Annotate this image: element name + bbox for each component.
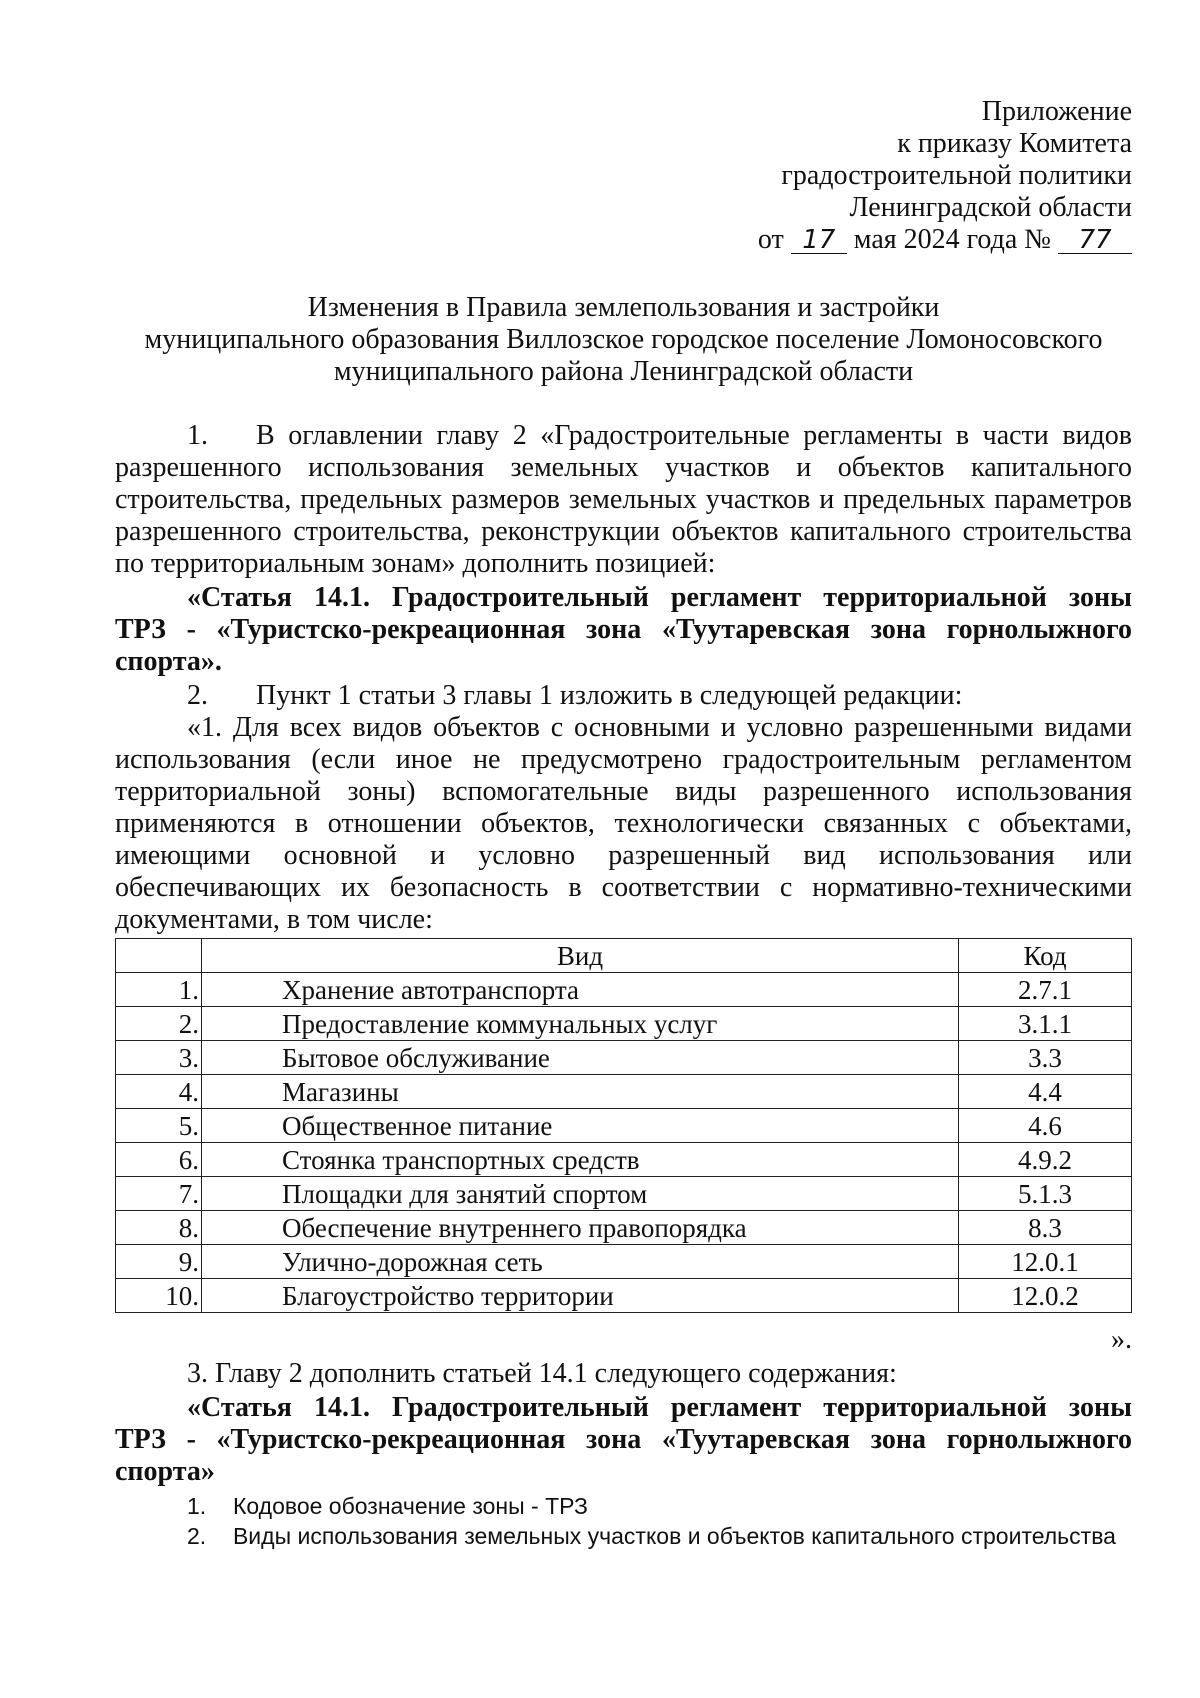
section3-item-text: Кодовое обозначение зоны - ТРЗ xyxy=(232,1493,588,1519)
row-kod: 2.7.1 xyxy=(959,973,1132,1007)
row-num: 3. xyxy=(116,1041,202,1075)
section2-quote-line: территориальной зоны) вспомогательные виды разрешенного использования xyxy=(115,776,1132,807)
date-middle: мая 2024 года № xyxy=(853,224,1051,255)
row-vid: Общественное питание xyxy=(202,1109,959,1143)
header-vid-cell: Вид xyxy=(202,939,959,973)
row-num: 10. xyxy=(116,1279,202,1313)
section2-first-line: Пункт 1 статьи 3 главы 1 изложить в следующей редакции: xyxy=(256,680,963,711)
header-line-2: к приказу Комитета xyxy=(897,128,1132,159)
table-row xyxy=(116,1211,1132,1245)
header-line-1: Приложение xyxy=(981,96,1132,127)
row-num: 2. xyxy=(116,1007,202,1041)
row-num: 4. xyxy=(116,1075,202,1109)
table-row xyxy=(116,1177,1132,1211)
order-number-handwritten: 77 xyxy=(1058,227,1132,254)
header-num-cell xyxy=(116,939,202,973)
row-vid: Бытовое обслуживание xyxy=(202,1041,959,1075)
section3-first-line: 3. Главу 2 дополнить статьей 14.1 следующего содержания: xyxy=(187,1358,897,1389)
row-num: 6. xyxy=(116,1143,202,1177)
section3-item-num: 2. xyxy=(187,1523,207,1549)
row-kod: 12.0.1 xyxy=(959,1245,1132,1279)
section1-line: строительства, предельных размеров земельных участков и предельных параметров xyxy=(115,484,1132,515)
table-header-row xyxy=(116,939,1132,973)
date-day-handwritten: 17 xyxy=(791,227,847,254)
section3-bold-line: ТРЗ - «Туристско-рекреационная зона «Туутаревская зона горнолыжного xyxy=(115,1424,1132,1455)
row-num: 9. xyxy=(116,1245,202,1279)
header-line-3: градостроительной политики xyxy=(781,160,1132,191)
row-num: 1. xyxy=(116,973,202,1007)
table-row xyxy=(116,1007,1132,1041)
usage-types-table xyxy=(115,938,1132,1313)
section1-line: разрешенного использования земельных участков и объектов капитального xyxy=(115,452,1132,483)
title-line-2: муниципального образования Виллозское городское поселение Ломоносовского xyxy=(144,324,1103,355)
section3-bold-last-line: спорта» xyxy=(115,1456,215,1487)
row-kod: 3.1.1 xyxy=(959,1007,1132,1041)
section2-quote-line: использования (если иное не предусмотрено градостроительным регламентом xyxy=(115,744,1132,775)
row-vid: Магазины xyxy=(202,1075,959,1109)
section1-bold-last-line: спорта». xyxy=(115,646,222,677)
table-row xyxy=(116,1143,1132,1177)
row-vid: Площадки для занятий спортом xyxy=(202,1177,959,1211)
section2-number: 2. xyxy=(187,680,208,711)
section2-quote-line: имеющими основной и условно разрешенный вид использования или xyxy=(115,840,1132,871)
section2-quote-line: «1. Для всех видов объектов с основными и условно разрешенными видами xyxy=(187,712,1132,743)
row-num: 5. xyxy=(116,1109,202,1143)
table-row xyxy=(116,1279,1132,1313)
title-line-3: муниципального района Ленинградской области xyxy=(333,356,914,387)
table-row xyxy=(116,1109,1132,1143)
row-vid: Предоставление коммунальных услуг xyxy=(202,1007,959,1041)
header-line-4: Ленинградской области xyxy=(849,192,1132,223)
table-row xyxy=(116,1041,1132,1075)
section1-line: разрешенного строительства, реконструкции объектов капитального строительства xyxy=(115,516,1132,547)
date-prefix: от xyxy=(757,224,784,255)
row-kod: 5.1.3 xyxy=(959,1177,1132,1211)
title-line-1: Изменения в Правила землепользования и застройки xyxy=(307,292,940,323)
section1-first-line: В оглавлении главу 2 «Градостроительные регламенты в части видов xyxy=(256,420,1132,451)
section3-item xyxy=(187,1492,588,1520)
row-kod: 8.3 xyxy=(959,1211,1132,1245)
row-num: 8. xyxy=(116,1211,202,1245)
row-vid: Хранение автотранспорта xyxy=(202,973,959,1007)
row-vid: Обеспечение внутреннего правопорядка xyxy=(202,1211,959,1245)
section1-bold-line: ТРЗ - «Туристско-рекреационная зона «Туутаревская зона горнолыжного xyxy=(115,614,1132,645)
section3-bold-line: «Статья 14.1. Градостроительный регламент территориальной зоны xyxy=(187,1392,1132,1423)
section2-quote-line: обеспечивающих их безопасность в соответствии с нормативно-техническими xyxy=(115,872,1132,903)
row-vid: Благоустройство территории xyxy=(202,1279,959,1313)
section1-last-line: по территориальным зонам» дополнить позицией: xyxy=(115,548,716,579)
row-vid: Улично-дорожная сеть xyxy=(202,1245,959,1279)
row-kod: 4.9.2 xyxy=(959,1143,1132,1177)
section1-bold-line: «Статья 14.1. Градостроительный регламент территориальной зоны xyxy=(187,582,1132,613)
section1-number: 1. xyxy=(187,420,208,451)
row-kod: 12.0.2 xyxy=(959,1279,1132,1313)
table-row xyxy=(116,1075,1132,1109)
section2-quote-line: применяются в отношении объектов, технологически связанных с объектами, xyxy=(115,808,1132,839)
section3-item-text: Виды использования земельных участков и объектов капитального строительства xyxy=(232,1523,1116,1549)
table-row xyxy=(116,973,1132,1007)
section3-item-num: 1. xyxy=(187,1493,207,1519)
section3-item xyxy=(187,1522,1116,1550)
row-vid: Стоянка транспортных средств xyxy=(202,1143,959,1177)
row-kod: 3.3 xyxy=(959,1041,1132,1075)
row-kod: 4.6 xyxy=(959,1109,1132,1143)
section2-quote-last-line: документами, в том числе: xyxy=(115,904,433,935)
table-closing-quote: ». xyxy=(1111,1324,1132,1355)
header-kod-cell: Код xyxy=(959,939,1132,973)
row-kod: 4.4 xyxy=(959,1075,1132,1109)
table-row xyxy=(116,1245,1132,1279)
header-date-line xyxy=(532,224,1132,260)
row-num: 7. xyxy=(116,1177,202,1211)
